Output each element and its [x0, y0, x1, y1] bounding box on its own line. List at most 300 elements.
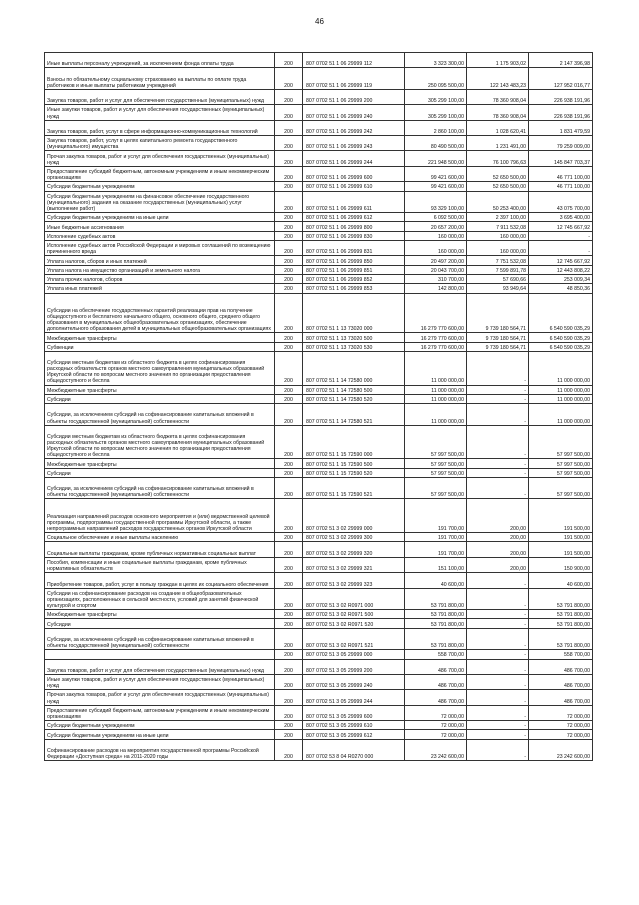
item-name-cell: Иные бюджетные ассигнования — [45, 222, 275, 231]
budget-classification-code-cell: 807 0702 51 1 14 72580 000 — [303, 351, 405, 385]
item-name-cell: Закупка товаров, работ и услуг для обеспечения государственных (муниципальных) нужд — [45, 89, 275, 104]
table-row — [45, 394, 593, 403]
executed-amount-cell: 9 739 180 564,71 — [467, 342, 529, 351]
unexecuted-amount-cell: 53 791 800,00 — [529, 628, 593, 650]
table-row — [45, 459, 593, 468]
item-name-cell: Субсидии, за исключением субсидий на софинансирование капитальных вложений в объекты государственной (муниципальной) собственности — [45, 628, 275, 650]
budget-classification-code-cell: 807 0702 51 3 05 29999 600 — [303, 705, 405, 720]
budget-classification-code-cell: 807 0702 51 3 05 29999 610 — [303, 721, 405, 730]
budget-classification-code-cell: 807 0702 51 1 06 29999 243 — [303, 136, 405, 151]
line-code-cell: 200 — [275, 533, 303, 542]
approved-appropriations-cell: 3 323 300,00 — [405, 53, 467, 68]
executed-amount-cell: - — [467, 573, 529, 588]
line-code-cell: 200 — [275, 542, 303, 557]
approved-appropriations-cell: 142 800,00 — [405, 284, 467, 293]
budget-classification-code-cell: 807 0702 51 1 06 29999 200 — [303, 89, 405, 104]
approved-appropriations-cell: 160 000,00 — [405, 231, 467, 240]
executed-amount-cell: 9 739 180 564,71 — [467, 333, 529, 342]
line-code-cell: 200 — [275, 588, 303, 610]
executed-amount-cell: 1 175 903,02 — [467, 53, 529, 68]
item-name-cell: Иные выплаты персоналу учреждений, за исключением фонда оплаты труда — [45, 53, 275, 68]
table-row — [45, 333, 593, 342]
approved-appropriations-cell: 191 700,00 — [405, 542, 467, 557]
approved-appropriations-cell: 20 497 200,00 — [405, 256, 467, 265]
line-code-cell: 200 — [275, 333, 303, 342]
line-code-cell: 200 — [275, 53, 303, 68]
budget-classification-code-cell: 807 0702 51 1 13 73020 500 — [303, 333, 405, 342]
table-row — [45, 351, 593, 385]
unexecuted-amount-cell: 53 791 800,00 — [529, 619, 593, 628]
table-row — [45, 151, 593, 166]
unexecuted-amount-cell: 53 791 800,00 — [529, 588, 593, 610]
item-name-cell: Субсидии — [45, 619, 275, 628]
item-name-cell: Исполнение судебных актов Российской Федерации и мировых соглашений по возмещению причиненного вреда — [45, 240, 275, 255]
line-code-cell: 200 — [275, 385, 303, 394]
executed-amount-cell: 160 000,00 — [467, 240, 529, 255]
unexecuted-amount-cell: 253 009,34 — [529, 274, 593, 283]
executed-amount-cell: - — [467, 588, 529, 610]
budget-classification-code-cell: 807 0702 51 3 02 29999 000 — [303, 499, 405, 533]
budget-classification-code-cell: 807 0702 51 1 06 29999 831 — [303, 240, 405, 255]
item-name-cell: Закупка товаров, работ, услуг в сфере информационно-коммуникационных технологий — [45, 120, 275, 135]
approved-appropriations-cell: 305 299 100,00 — [405, 105, 467, 120]
table-row — [45, 89, 593, 104]
line-code-cell: 200 — [275, 619, 303, 628]
approved-appropriations-cell: 53 791 800,00 — [405, 628, 467, 650]
table-row — [45, 610, 593, 619]
item-name-cell: Межбюджетные трансферты — [45, 610, 275, 619]
budget-classification-code-cell: 807 0702 51 1 06 29999 612 — [303, 213, 405, 222]
budget-classification-code-cell: 807 0702 51 1 13 73020 530 — [303, 342, 405, 351]
approved-appropriations-cell: 191 700,00 — [405, 499, 467, 533]
table-body — [45, 53, 593, 761]
line-code-cell: 200 — [275, 674, 303, 689]
table-row — [45, 425, 593, 459]
line-code-cell: 200 — [275, 351, 303, 385]
table-row — [45, 342, 593, 351]
table-row — [45, 293, 593, 333]
unexecuted-amount-cell: - — [529, 240, 593, 255]
line-code-cell: 200 — [275, 690, 303, 705]
executed-amount-cell: - — [467, 468, 529, 477]
budget-classification-code-cell: 807 0702 51 1 06 29999 830 — [303, 231, 405, 240]
item-name-cell: Иные закупки товаров, работ и услуг для обеспечения государственных (муниципальных) нужд — [45, 674, 275, 689]
line-code-cell: 200 — [275, 394, 303, 403]
approved-appropriations-cell: 23 242 600,00 — [405, 739, 467, 761]
line-code-cell: 200 — [275, 191, 303, 213]
executed-amount-cell: 76 100 796,63 — [467, 151, 529, 166]
budget-classification-code-cell: 807 0702 51 1 14 72580 500 — [303, 385, 405, 394]
unexecuted-amount-cell: 43 075 700,00 — [529, 191, 593, 213]
executed-amount-cell: - — [467, 659, 529, 674]
budget-classification-code-cell: 807 0702 51 1 15 72590 521 — [303, 477, 405, 499]
budget-classification-code-cell: 807 0702 51 3 02 R0971 520 — [303, 619, 405, 628]
approved-appropriations-cell: 53 791 800,00 — [405, 610, 467, 619]
table-row — [45, 499, 593, 533]
approved-appropriations-cell: 16 279 770 600,00 — [405, 342, 467, 351]
unexecuted-amount-cell: 3 695 400,00 — [529, 213, 593, 222]
line-code-cell: 200 — [275, 499, 303, 533]
item-name-cell: Субсидии бюджетным учреждениям на финансовое обеспечение государственного (муниципального) задания на оказание государственных (муниципальных) услуг (выполнение работ) — [45, 191, 275, 213]
approved-appropriations-cell: 93 329 100,00 — [405, 191, 467, 213]
budget-classification-code-cell: 807 0702 51 1 15 72590 500 — [303, 459, 405, 468]
item-name-cell: Предоставление субсидий бюджетным, автономным учреждениям и иным некоммерческим организациям — [45, 705, 275, 720]
line-code-cell: 200 — [275, 573, 303, 588]
unexecuted-amount-cell: 191 500,00 — [529, 499, 593, 533]
executed-amount-cell: - — [467, 705, 529, 720]
approved-appropriations-cell: 80 490 500,00 — [405, 136, 467, 151]
approved-appropriations-cell: 11 000 000,00 — [405, 404, 467, 426]
unexecuted-amount-cell: 486 700,00 — [529, 659, 593, 674]
item-name-cell: Субсидии бюджетным учреждениям — [45, 721, 275, 730]
unexecuted-amount-cell: 486 700,00 — [529, 690, 593, 705]
approved-appropriations-cell: 2 860 100,00 — [405, 120, 467, 135]
line-code-cell: 200 — [275, 459, 303, 468]
executed-amount-cell: 78 360 908,04 — [467, 105, 529, 120]
item-name-cell: Межбюджетные трансферты — [45, 459, 275, 468]
executed-amount-cell: - — [467, 385, 529, 394]
unexecuted-amount-cell: 191 500,00 — [529, 542, 593, 557]
unexecuted-amount-cell: 12 443 808,22 — [529, 265, 593, 274]
table-row — [45, 573, 593, 588]
executed-amount-cell: - — [467, 459, 529, 468]
unexecuted-amount-cell: 145 847 703,37 — [529, 151, 593, 166]
executed-amount-cell: - — [467, 628, 529, 650]
table-row — [45, 619, 593, 628]
unexecuted-amount-cell: 11 000 000,00 — [529, 404, 593, 426]
item-name-cell: Уплата прочих налогов, сборов — [45, 274, 275, 283]
item-name-cell: Уплата иных платежей — [45, 284, 275, 293]
approved-appropriations-cell: 221 948 500,00 — [405, 151, 467, 166]
table-row — [45, 166, 593, 181]
unexecuted-amount-cell: 46 771 100,00 — [529, 166, 593, 181]
unexecuted-amount-cell: 191 500,00 — [529, 533, 593, 542]
unexecuted-amount-cell: 57 997 500,00 — [529, 459, 593, 468]
table-row — [45, 533, 593, 542]
line-code-cell: 200 — [275, 705, 303, 720]
executed-amount-cell: 7 751 532,08 — [467, 256, 529, 265]
executed-amount-cell: - — [467, 721, 529, 730]
approved-appropriations-cell: 57 997 500,00 — [405, 425, 467, 459]
approved-appropriations-cell: 72 000,00 — [405, 730, 467, 739]
executed-amount-cell: 52 650 500,00 — [467, 166, 529, 181]
unexecuted-amount-cell: 12 745 667,92 — [529, 222, 593, 231]
approved-appropriations-cell: 250 095 500,00 — [405, 68, 467, 90]
table-row — [45, 256, 593, 265]
item-name-cell: Прочая закупка товаров, работ и услуг для обеспечения государственных (муниципальных) нужд — [45, 151, 275, 166]
table-row — [45, 105, 593, 120]
line-code-cell: 200 — [275, 284, 303, 293]
line-code-cell: 200 — [275, 222, 303, 231]
item-name-cell: Субсидии бюджетным учреждениям на иные цели — [45, 213, 275, 222]
executed-amount-cell: 200,00 — [467, 542, 529, 557]
executed-amount-cell: 1 231 491,00 — [467, 136, 529, 151]
budget-classification-code-cell: 807 0702 53 8 04 R0270 000 — [303, 739, 405, 761]
budget-classification-code-cell: 807 0702 51 1 13 73020 000 — [303, 293, 405, 333]
item-name-cell: Пособия, компенсации и иные социальные выплаты гражданам, кроме публичных нормативных обязательств — [45, 557, 275, 572]
approved-appropriations-cell: 11 000 000,00 — [405, 351, 467, 385]
item-name-cell: Субсидии на обеспечение государственных гарантий реализации прав на получение общедоступного и бесплатного начального общего, основного общего, среднего общего образования в муниципальных общеобразовательных организациях, обеспечение дополнительного образования детей в муниципальных общеобразовательных организациях — [45, 293, 275, 333]
executed-amount-cell: 2 397 100,00 — [467, 213, 529, 222]
item-name-cell: Предоставление субсидий бюджетным, автономным учреждениям и иным некоммерческим организациям — [45, 166, 275, 181]
table-row — [45, 628, 593, 650]
approved-appropriations-cell: 310 700,00 — [405, 274, 467, 283]
table-row — [45, 690, 593, 705]
unexecuted-amount-cell: 11 000 000,00 — [529, 351, 593, 385]
line-code-cell: 200 — [275, 105, 303, 120]
approved-appropriations-cell: 11 000 000,00 — [405, 394, 467, 403]
executed-amount-cell: 7 599 891,78 — [467, 265, 529, 274]
budget-classification-code-cell: 807 0702 51 1 06 29999 853 — [303, 284, 405, 293]
executed-amount-cell: - — [467, 394, 529, 403]
item-name-cell: Закупка товаров, работ и услуг для обеспечения государственных (муниципальных) нужд — [45, 659, 275, 674]
approved-appropriations-cell: 486 700,00 — [405, 659, 467, 674]
executed-amount-cell: 200,00 — [467, 499, 529, 533]
budget-classification-code-cell: 807 0702 51 1 06 29999 851 — [303, 265, 405, 274]
line-code-cell: 200 — [275, 468, 303, 477]
item-name-cell: Субсидии, за исключением субсидий на софинансирование капитальных вложений в объекты государственной (муниципальной) собственности — [45, 477, 275, 499]
unexecuted-amount-cell: 127 952 016,77 — [529, 68, 593, 90]
executed-amount-cell: 200,00 — [467, 533, 529, 542]
executed-amount-cell: 7 911 532,08 — [467, 222, 529, 231]
item-name-cell — [45, 650, 275, 659]
line-code-cell: 200 — [275, 628, 303, 650]
budget-classification-code-cell: 807 0702 51 3 02 R0971 521 — [303, 628, 405, 650]
budget-execution-table — [44, 52, 593, 761]
budget-classification-code-cell: 807 0702 51 1 06 29999 119 — [303, 68, 405, 90]
approved-appropriations-cell: 40 600,00 — [405, 573, 467, 588]
approved-appropriations-cell: 57 997 500,00 — [405, 468, 467, 477]
line-code-cell: 200 — [275, 120, 303, 135]
unexecuted-amount-cell: 226 938 191,96 — [529, 89, 593, 104]
unexecuted-amount-cell: 226 938 191,96 — [529, 105, 593, 120]
executed-amount-cell: - — [467, 404, 529, 426]
table-row — [45, 231, 593, 240]
line-code-cell: 200 — [275, 721, 303, 730]
line-code-cell: 200 — [275, 213, 303, 222]
budget-classification-code-cell: 807 0702 51 1 06 29999 852 — [303, 274, 405, 283]
budget-classification-code-cell: 807 0702 51 1 14 72580 521 — [303, 404, 405, 426]
budget-classification-code-cell: 807 0702 51 1 14 72580 520 — [303, 394, 405, 403]
table-row — [45, 68, 593, 90]
budget-classification-code-cell: 807 0702 51 3 05 29999 240 — [303, 674, 405, 689]
executed-amount-cell: - — [467, 690, 529, 705]
approved-appropriations-cell: 72 000,00 — [405, 721, 467, 730]
item-name-cell: Исполнение судебных актов — [45, 231, 275, 240]
item-name-cell: Межбюджетные трансферты — [45, 385, 275, 394]
unexecuted-amount-cell: 72 000,00 — [529, 705, 593, 720]
item-name-cell: Приобретение товаров, работ, услуг в пользу граждан в целях их социального обеспечения — [45, 573, 275, 588]
item-name-cell: Взносы по обязательному социальному страхованию на выплаты по оплате труда работников и иные выплаты работникам учреждений — [45, 68, 275, 90]
budget-classification-code-cell: 807 0702 51 3 02 R0971 500 — [303, 610, 405, 619]
unexecuted-amount-cell: 40 600,00 — [529, 573, 593, 588]
approved-appropriations-cell: 11 000 000,00 — [405, 385, 467, 394]
line-code-cell: 200 — [275, 557, 303, 572]
line-code-cell: 200 — [275, 166, 303, 181]
approved-appropriations-cell: 99 421 600,00 — [405, 166, 467, 181]
item-name-cell: Прочая закупка товаров, работ и услуг для обеспечения государственных (муниципальных) нужд — [45, 690, 275, 705]
item-name-cell: Уплата налога на имущество организаций и земельного налога — [45, 265, 275, 274]
unexecuted-amount-cell: 23 242 600,00 — [529, 739, 593, 761]
executed-amount-cell: 9 739 180 564,71 — [467, 293, 529, 333]
table-row — [45, 468, 593, 477]
executed-amount-cell: 52 650 500,00 — [467, 182, 529, 191]
budget-classification-code-cell: 807 0702 51 3 05 29999 200 — [303, 659, 405, 674]
line-code-cell: 200 — [275, 265, 303, 274]
approved-appropriations-cell: 16 279 770 600,00 — [405, 333, 467, 342]
approved-appropriations-cell: 305 299 100,00 — [405, 89, 467, 104]
executed-amount-cell: - — [467, 650, 529, 659]
executed-amount-cell: 122 143 483,23 — [467, 68, 529, 90]
unexecuted-amount-cell: 6 540 590 035,29 — [529, 333, 593, 342]
unexecuted-amount-cell: 150 900,00 — [529, 557, 593, 572]
approved-appropriations-cell: 53 791 800,00 — [405, 588, 467, 610]
line-code-cell: 200 — [275, 404, 303, 426]
item-name-cell: Субсидии — [45, 394, 275, 403]
table-row — [45, 191, 593, 213]
item-name-cell: Уплата налогов, сборов и иных платежей — [45, 256, 275, 265]
table-row — [45, 213, 593, 222]
table-row — [45, 136, 593, 151]
approved-appropriations-cell: 57 997 500,00 — [405, 477, 467, 499]
table-row — [45, 650, 593, 659]
item-name-cell: Субсидии бюджетным учреждениям — [45, 182, 275, 191]
item-name-cell: Социальные выплаты гражданам, кроме публичных нормативных социальных выплат — [45, 542, 275, 557]
item-name-cell: Субсидии местным бюджетам из областного бюджета в целях софинансирования расходных обязательств органов местного самоуправления муниципальных образований Иркутской области по вопросам местного значения по организации предоставления общедоступного и беспла — [45, 425, 275, 459]
budget-classification-code-cell: 807 0702 51 1 06 29999 112 — [303, 53, 405, 68]
table-row — [45, 265, 593, 274]
line-code-cell: 200 — [275, 274, 303, 283]
executed-amount-cell: - — [467, 351, 529, 385]
item-name-cell: Иные закупки товаров, работ и услуг для обеспечения государственных (муниципальных) нужд — [45, 105, 275, 120]
approved-appropriations-cell: 99 421 600,00 — [405, 182, 467, 191]
table-row — [45, 542, 593, 557]
executed-amount-cell: 1 028 620,41 — [467, 120, 529, 135]
line-code-cell: 200 — [275, 240, 303, 255]
item-name-cell: Реализация направлений расходов основного мероприятия и (или) ведомственной целевой программы, подпрограммы государственной программы Иркутской области, а также непрограммных направлений расходов государственных органов Иркутской области — [45, 499, 275, 533]
line-code-cell: 200 — [275, 425, 303, 459]
unexecuted-amount-cell: 57 997 500,00 — [529, 468, 593, 477]
line-code-cell: 200 — [275, 231, 303, 240]
unexecuted-amount-cell: 79 259 009,00 — [529, 136, 593, 151]
executed-amount-cell: 160 000,00 — [467, 231, 529, 240]
executed-amount-cell: 50 253 400,00 — [467, 191, 529, 213]
table-row — [45, 477, 593, 499]
executed-amount-cell: - — [467, 674, 529, 689]
item-name-cell: Межбюджетные трансферты — [45, 333, 275, 342]
line-code-cell: 200 — [275, 650, 303, 659]
line-code-cell: 200 — [275, 151, 303, 166]
table-row — [45, 659, 593, 674]
line-code-cell: 200 — [275, 136, 303, 151]
table-row — [45, 182, 593, 191]
table-row — [45, 721, 593, 730]
budget-classification-code-cell: 807 0702 51 3 02 R0971 000 — [303, 588, 405, 610]
unexecuted-amount-cell: - — [529, 231, 593, 240]
item-name-cell: Субсидии — [45, 468, 275, 477]
executed-amount-cell: - — [467, 739, 529, 761]
item-name-cell: Софинансирование расходов на мероприятия государственной программы Российской Федерации «Доступная среда» на 2011-2020 годы — [45, 739, 275, 761]
approved-appropriations-cell: 57 997 500,00 — [405, 459, 467, 468]
item-name-cell: Закупка товаров, работ, услуг в целях капитального ремонта государственного (муниципального) имущества — [45, 136, 275, 151]
unexecuted-amount-cell: 53 791 800,00 — [529, 610, 593, 619]
budget-classification-code-cell: 807 0702 51 1 15 72590 000 — [303, 425, 405, 459]
unexecuted-amount-cell: 6 540 590 035,29 — [529, 342, 593, 351]
executed-amount-cell: - — [467, 425, 529, 459]
budget-classification-code-cell: 807 0702 51 1 06 29999 244 — [303, 151, 405, 166]
approved-appropriations-cell: 486 700,00 — [405, 690, 467, 705]
unexecuted-amount-cell: 48 850,36 — [529, 284, 593, 293]
unexecuted-amount-cell: 6 540 590 035,29 — [529, 293, 593, 333]
item-name-cell: Субсидии бюджетным учреждениям на иные цели — [45, 730, 275, 739]
table-row — [45, 274, 593, 283]
executed-amount-cell: 78 360 908,04 — [467, 89, 529, 104]
table-row — [45, 120, 593, 135]
budget-classification-code-cell: 807 0702 51 3 05 29999 244 — [303, 690, 405, 705]
unexecuted-amount-cell: 57 997 500,00 — [529, 477, 593, 499]
table-row — [45, 385, 593, 394]
executed-amount-cell: - — [467, 730, 529, 739]
unexecuted-amount-cell: 12 745 667,92 — [529, 256, 593, 265]
approved-appropriations-cell: 16 279 770 600,00 — [405, 293, 467, 333]
unexecuted-amount-cell: 72 000,00 — [529, 721, 593, 730]
item-name-cell: Субсидии, за исключением субсидий на софинансирование капитальных вложений в объекты государственной (муниципальной) собственности — [45, 404, 275, 426]
line-code-cell: 200 — [275, 659, 303, 674]
approved-appropriations-cell: 53 791 800,00 — [405, 619, 467, 628]
table-row — [45, 730, 593, 739]
unexecuted-amount-cell: 2 147 396,98 — [529, 53, 593, 68]
table-row — [45, 222, 593, 231]
line-code-cell: 200 — [275, 89, 303, 104]
line-code-cell: 200 — [275, 68, 303, 90]
budget-classification-code-cell: 807 0702 51 1 06 29999 610 — [303, 182, 405, 191]
executed-amount-cell: - — [467, 477, 529, 499]
table-row — [45, 404, 593, 426]
unexecuted-amount-cell: 11 000 000,00 — [529, 394, 593, 403]
unexecuted-amount-cell: 57 997 500,00 — [529, 425, 593, 459]
unexecuted-amount-cell: 11 000 000,00 — [529, 385, 593, 394]
budget-classification-code-cell: 807 0702 51 3 02 29999 323 — [303, 573, 405, 588]
budget-classification-code-cell: 807 0702 51 1 06 29999 800 — [303, 222, 405, 231]
line-code-cell: 200 — [275, 182, 303, 191]
budget-classification-code-cell: 807 0702 51 1 06 29999 611 — [303, 191, 405, 213]
budget-classification-code-cell: 807 0702 51 1 06 29999 242 — [303, 120, 405, 135]
line-code-cell: 200 — [275, 477, 303, 499]
item-name-cell: Субвенции — [45, 342, 275, 351]
table-row — [45, 705, 593, 720]
executed-amount-cell: - — [467, 619, 529, 628]
unexecuted-amount-cell: 558 700,00 — [529, 650, 593, 659]
approved-appropriations-cell: 191 700,00 — [405, 533, 467, 542]
table-row — [45, 53, 593, 68]
line-code-cell: 200 — [275, 730, 303, 739]
table-row — [45, 557, 593, 572]
table-row — [45, 739, 593, 761]
unexecuted-amount-cell: 46 771 100,00 — [529, 182, 593, 191]
executed-amount-cell: - — [467, 610, 529, 619]
unexecuted-amount-cell: 1 831 479,59 — [529, 120, 593, 135]
table-row — [45, 674, 593, 689]
approved-appropriations-cell: 72 000,00 — [405, 705, 467, 720]
approved-appropriations-cell: 6 092 500,00 — [405, 213, 467, 222]
approved-appropriations-cell: 486 700,00 — [405, 674, 467, 689]
approved-appropriations-cell: 558 700,00 — [405, 650, 467, 659]
approved-appropriations-cell: 20 043 700,00 — [405, 265, 467, 274]
line-code-cell: 200 — [275, 293, 303, 333]
executed-amount-cell: 200,00 — [467, 557, 529, 572]
executed-amount-cell: 93 949,64 — [467, 284, 529, 293]
item-name-cell: Субсидии на софинансирование расходов на создание в общеобразовательных организациях, расположенных в сельской местности, условий для занятий физической культурой и спортом — [45, 588, 275, 610]
